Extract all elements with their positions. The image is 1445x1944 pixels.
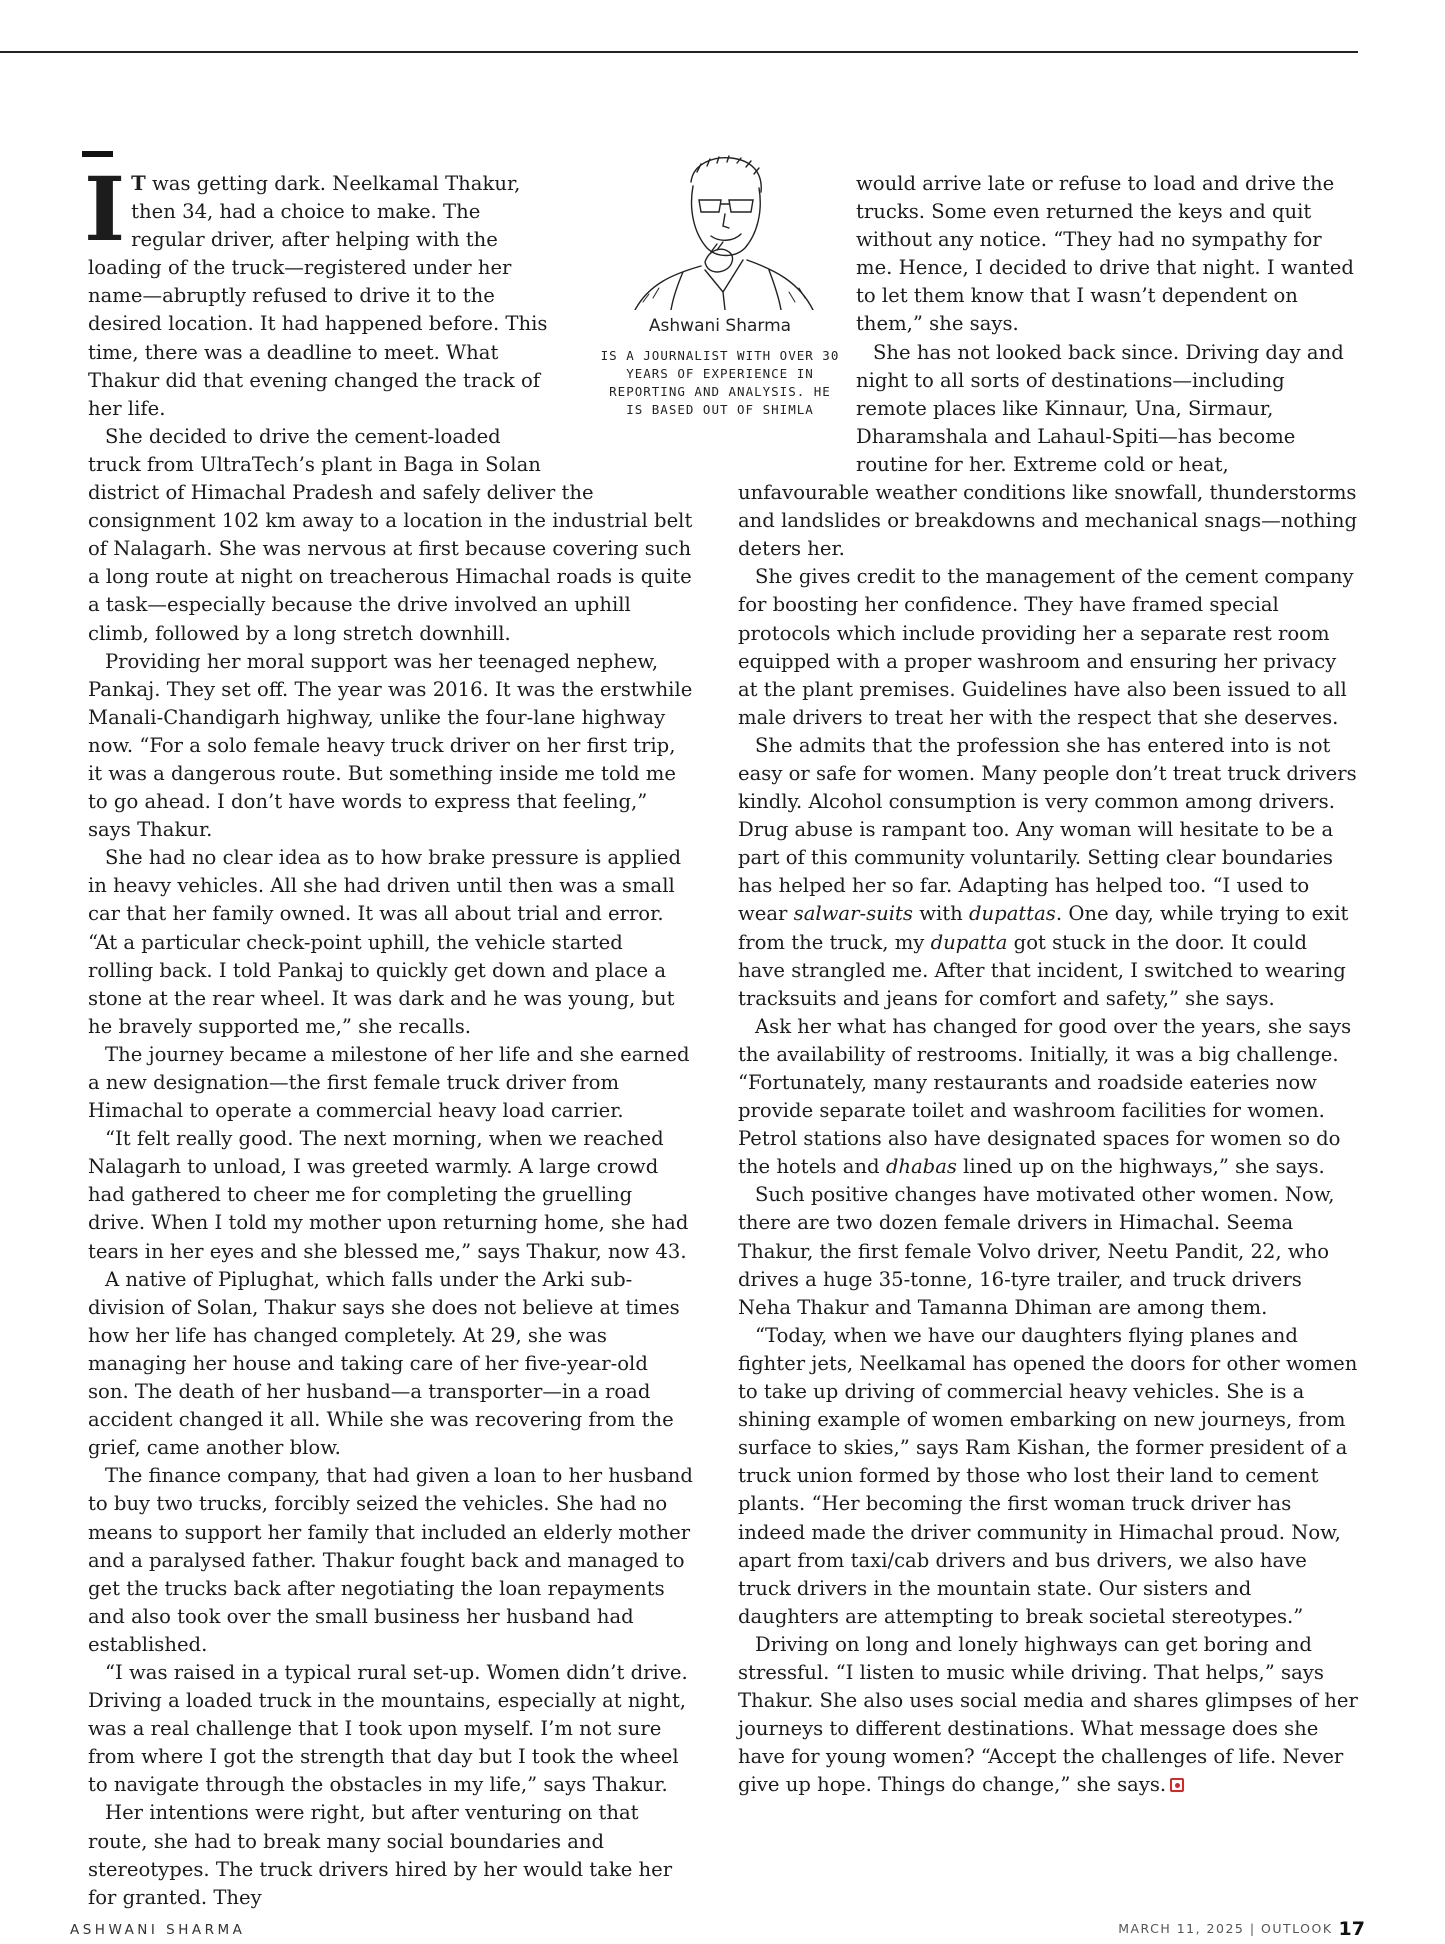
author-bio: IS A JOURNALIST WITH OVER 30 YEARS OF EXPERIENCE IN REPORTING AND ANALYSIS. HE IS BASED OUT OF SHIMLA (600, 348, 840, 417)
italic-term: dupattas (968, 902, 1056, 926)
footer-date-publication: MARCH 11, 2025 | OUTLOOK (1118, 1921, 1333, 1936)
paragraph: The finance company, that had given a loan to her husband to buy two trucks, forcibly seized the vehicles. She had no means to support her family that included an elderly mother and a paralysed father. Thakur fought back and managed to get the trucks back after negotiating the loan repayments and also took over the small business her husband had established. (88, 1464, 693, 1656)
paragraph: “Today, when we have our daughters flying planes and fighter jets, Neelkamal has opened the doors for other women to take up driving of commercial heavy vehicles. She is a shining example of women embarking on new journeys, from surface to skies,” says Ram Kishan, the former president of a truck union formed by those who lost their land to cement plants. “Her becoming the first woman truck driver has indeed made the driver community in Himachal proud. Now, apart from taxi/cab drivers and bus drivers, we also have truck drivers in the mountain state. Our sisters and daughters are attempting to break societal stereotypes.” (738, 1323, 1358, 1628)
paragraph: would arrive late or refuse to load and drive the trucks. Some even returned the keys and quit without any notice. “They had no sympathy for me. Hence, I decided to drive that night. I wanted to let them know that I wasn’t dependent on them,” she says. (856, 172, 1354, 336)
paragraph: Ask her what has changed for good over the years, she says the availability of restrooms. Initially, it was a big challenge. “Fortunately, many restaurants and roadside eateries now provide separate toilet and washroom facilities for women. Petrol stations also have designated spaces for women so do the hotels and dhabas lined up on the highways,” she says. (738, 1014, 1352, 1179)
footer-folio (1118, 1918, 1365, 1940)
lead-word: T (131, 172, 146, 195)
page-number: 17 (1338, 1918, 1365, 1940)
paragraph: “I was raised in a typical rural set-up. Women didn’t drive. Driving a loaded truck in the mountains, especially at night, was a real challenge that I took upon myself. I’m not sure from where I got the strength that day but I took the wheel to navigate through the obstacles in my life,” says Thakur. (88, 1660, 688, 1797)
footer-byline: ASHWANI SHARMA (70, 1922, 246, 1938)
italic-term: dupatta (930, 930, 1008, 954)
dropcap: I (84, 157, 126, 261)
italic-term: dhabas (885, 1155, 957, 1179)
top-rule (0, 51, 1358, 53)
paragraph: Providing her moral support was her teenaged nephew, Pankaj. They set off. The year was 2016. It was the erstwhile Manali-Chandigarh highway, unlike the four-lane highway now. “For a solo female heavy truck driver on her first trip, it was a dangerous route. But something inside me told me to go ahead. I don’t have words to express that feeling,” says Thakur. (88, 649, 693, 842)
paragraph: Her intentions were right, but after venturing on that route, she had to break many social boundaries and stereotypes. The truck drivers hired by her would take her for granted. They (88, 1801, 673, 1909)
bio-space (738, 170, 856, 451)
paragraph: She admits that the profession she has entered into is not easy or safe for women. Many people don’t treat truck drivers kindly. Alcohol consumption is very common among drivers. Drug abuse is rampant too. Any woman will hesitate to be a part of this community voluntarily. Setting clear boundaries has helped her so far. Adapting has helped too. “I used to wear salwar-suits with dupattas. One day, while trying to exit from the truck, my dupatta got stuck in the door. It could have strangled me. After that incident, I switched to wearing tracksuits and jeans for comfort and safety,” she says. (738, 733, 1357, 1010)
paragraph: Driving on long and lonely highways can get boring and stressful. “I listen to music while driving. That helps,” says Thakur. She also uses social media and shares glimpses of her journeys to different destinations. What message does she have for young women? “Accept the challenges of life. Never give up hope. Things do change,” she says. (738, 1632, 1358, 1797)
paragraph: She decided to drive the cement-loaded truck from UltraTech’s plant in Baga in Solan district of Himachal Pradesh and safely deliver the consignment 102 km away to a location in the industrial belt of Nalagarh. She was nervous at first because covering such a long route at night on treacherous Himachal roads is quite a task—especially because the drive involved an uphill climb, followed by a long stretch downhill. (88, 424, 693, 645)
paragraph: She gives credit to the management of the cement company for boosting her confidence. They have framed special protocols which include providing her a separate rest room equipped with a proper washroom and ensuring her privacy at the plant premises. Guidelines have also been issued to all male drivers to treat her with the respect that she deserves. (738, 565, 1354, 729)
portrait-space (548, 170, 693, 462)
paragraph: “It felt really good. The next morning, when we reached Nalagarh to unload, I was greeted warmly. A large crowd had gathered to cheer me for completing the gruelling drive. When I told my mother upon returning home, she had tears in her eyes and she blessed me,” says Thakur, now 43. (88, 1127, 689, 1263)
article-column-left (84, 157, 693, 1912)
paragraph: A native of Piplughat, which falls under the Arki sub-division of Solan, Thakur says she does not believe at times how her life has changed completely. At 29, she was managing her house and taking care of her five-year-old son. The death of her husband—a transporter—in a road accident changed it all. While she was recovering from the grief, came another blow. (88, 1267, 680, 1460)
italic-term: salwar-suits (793, 902, 913, 926)
article-column-right (738, 170, 1358, 1799)
paragraph: Such positive changes have motivated other women. Now, there are two dozen female drivers in Himachal. Seema Thakur, the first female Volvo driver, Neetu Pandit, 22, who drives a huge 35-tonne, 16-tyre trailer, and truck drivers Neha Thakur and Tamanna Dhiman are among them. (738, 1183, 1335, 1319)
author-name: Ashwani Sharma (648, 316, 792, 336)
end-mark-icon (1170, 1778, 1184, 1792)
paragraph: She has not looked back since. Driving day and night to all sorts of destinations—including remote places like Kinnaur, Una, Sirmaur, Dharamshala and Lahaul-Spiti—has become routine for her. Extreme cold or heat, unfavourable weather conditions like snowfall, thunderstorms and landslides or breakdowns and mechanical snags—nothing deters her. (738, 340, 1358, 561)
paragraph-text: was getting dark. Neelkamal Thakur, then 34, had a choice to make. The regular driver, after helping with the loading of the truck—registered under her name—abruptly refused to drive it to the desired location. It had happened before. This time, there was a deadline to meet. What Thakur did that evening changed the track of her life. (88, 172, 548, 420)
smile (711, 234, 741, 240)
paragraph: The journey became a milestone of her life and she earned a new designation—the first female truck driver from Himachal to operate a commercial heavy load carrier. (88, 1042, 690, 1123)
paragraph: She had no clear idea as to how brake pressure is applied in heavy vehicles. All she had driven until then was a small car that her family owned. It was all about trial and error. “At a particular check-point uphill, the vehicle started rolling back. I told Pankaj to quickly get down and place a stone at the rear wheel. It was dark and he was young, but he bravely supported me,” she recalls. (88, 846, 681, 1038)
hand-at-chin (705, 249, 732, 272)
